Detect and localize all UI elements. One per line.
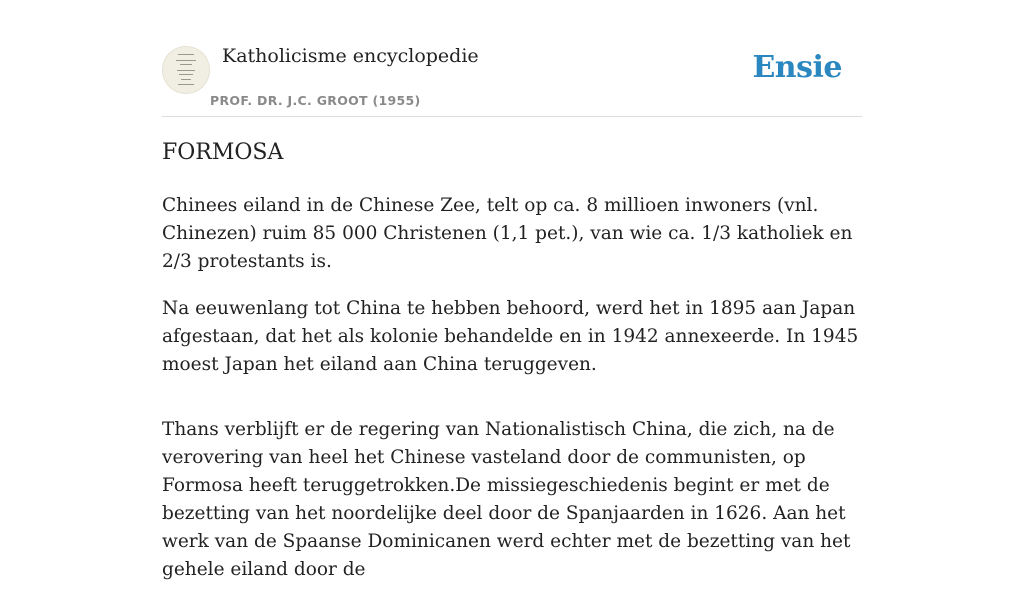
book-title[interactable]: Katholicisme encyclopedie [222,45,479,67]
ensie-logo-link[interactable]: Ensie [752,50,842,85]
entry-paragraph: Chinees eiland in de Chinese Zee, telt op ca. 8 millioen inwoners (vnl. Chinezen) ruim 85 000 Christenen (1,1 pet.), van wie ca. 1/3 katholiek en 2/3 protestants is. [162,195,853,272]
content-container [162,0,862,580]
book-header [162,0,862,117]
book-author: PROF. DR. J.C. GROOT (1955) [210,93,421,108]
entry-paragraph: Na eeuwenlang tot China te hebben behoord, werd het in 1895 aan Japan afgestaan, dat het als kolonie behandelde en in 1942 annexeerde. In 1945 moest Japan het eiland aan China teruggeven. [162,298,859,375]
entry-title: FORMOSA [162,140,284,165]
book-cover-icon[interactable] [162,46,210,94]
entry-paragraph: Thans verblijft er de regering van Nationalistisch China, die zich, na de verovering van heel het Chinese vasteland door de communisten, op Formosa heeft teruggetrokken.De missiegeschiedenis begint er met de bezetting van het noordelijke deel door de Spanjaarden in 1626. Aan het werk van de Spaanse Dominicanen werd echter met de bezetting van het gehele eiland door de [162,419,851,580]
entry-body [162,192,862,603]
